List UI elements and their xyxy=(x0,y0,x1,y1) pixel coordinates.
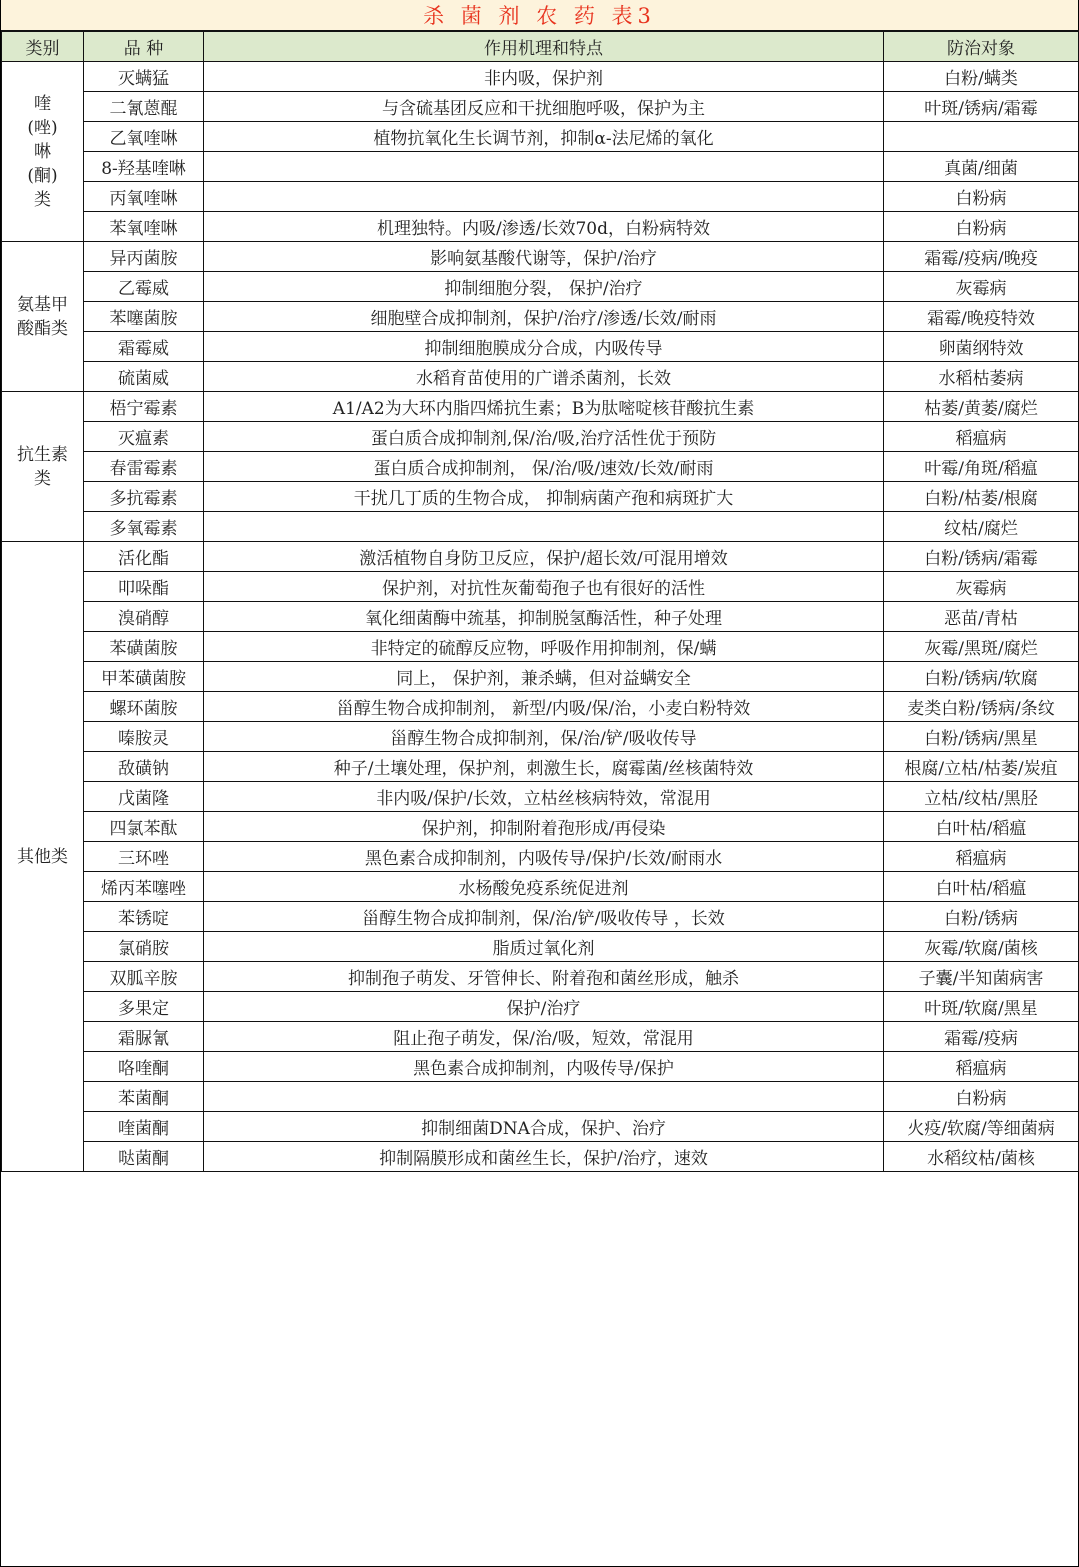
header-row xyxy=(2,31,1079,62)
variety-cell: 硫菌威 xyxy=(84,362,204,392)
variety-cell: 灭瘟素 xyxy=(84,422,204,452)
target-cell: 纹枯/腐烂 xyxy=(884,512,1079,542)
mechanism-cell: 保护/治疗 xyxy=(204,992,884,1022)
variety-cell: 苯噻菌胺 xyxy=(84,302,204,332)
mechanism-cell: 蛋白质合成抑制剂， 保/治/吸/速效/长效/耐雨 xyxy=(204,452,884,482)
target-cell: 灰霉病 xyxy=(884,572,1079,602)
table-row xyxy=(2,962,1079,992)
table-row xyxy=(2,752,1079,782)
variety-cell: 二氰蒽醌 xyxy=(84,92,204,122)
table-row xyxy=(2,1142,1079,1172)
target-cell: 霜霉/疫病/晚疫 xyxy=(884,242,1079,272)
variety-cell: 烯丙苯噻唑 xyxy=(84,872,204,902)
target-cell: 霜霉/晚疫特效 xyxy=(884,302,1079,332)
mechanism-cell: 抑制细菌DNA合成，保护、治疗 xyxy=(204,1112,884,1142)
mechanism-cell: 抑制细胞分裂， 保护/治疗 xyxy=(204,272,884,302)
table-row xyxy=(2,392,1079,422)
table-row xyxy=(2,62,1079,92)
variety-cell: 乙霉威 xyxy=(84,272,204,302)
target-cell: 火疫/软腐/等细菌病 xyxy=(884,1112,1079,1142)
target-cell: 真菌/细菌 xyxy=(884,152,1079,182)
table-row xyxy=(2,1112,1079,1142)
mechanism-cell: 植物抗氧化生长调节剂，抑制α-法尼烯的氧化 xyxy=(204,122,884,152)
variety-cell: 苯磺菌胺 xyxy=(84,632,204,662)
mechanism-cell: 保护剂，抑制附着孢形成/再侵染 xyxy=(204,812,884,842)
table-row xyxy=(2,212,1079,242)
mechanism-cell: 阻止孢子萌发，保/治/吸，短效，常混用 xyxy=(204,1022,884,1052)
target-cell: 霜霉/疫病 xyxy=(884,1022,1079,1052)
variety-cell: 苯菌酮 xyxy=(84,1082,204,1112)
table-row xyxy=(2,332,1079,362)
table-row xyxy=(2,812,1079,842)
table-row xyxy=(2,542,1079,572)
mechanism-cell xyxy=(204,512,884,542)
table-row xyxy=(2,482,1079,512)
variety-cell: 霜脲氰 xyxy=(84,1022,204,1052)
variety-cell: 异丙菌胺 xyxy=(84,242,204,272)
mechanism-cell: 保护剂，对抗性灰葡萄孢子也有很好的活性 xyxy=(204,572,884,602)
variety-cell: 嗪胺灵 xyxy=(84,722,204,752)
target-cell: 稻瘟病 xyxy=(884,842,1079,872)
target-cell: 白粉病 xyxy=(884,1082,1079,1112)
category-cell: 抗生素 类 xyxy=(2,392,84,542)
variety-cell: 咯喹酮 xyxy=(84,1052,204,1082)
category-cell: 其他类 xyxy=(2,542,84,1172)
target-cell: 立枯/纹枯/黑胫 xyxy=(884,782,1079,812)
variety-cell: 螺环菌胺 xyxy=(84,692,204,722)
table-row xyxy=(2,602,1079,632)
mechanism-cell: 种子/土壤处理，保护剂，刺激生长，腐霉菌/丝核菌特效 xyxy=(204,752,884,782)
mechanism-cell: 抑制细胞膜成分合成，内吸传导 xyxy=(204,332,884,362)
target-cell: 子囊/半知菌病害 xyxy=(884,962,1079,992)
table-title: 杀 菌 剂 农 药 表3 xyxy=(1,0,1078,30)
variety-cell: 溴硝醇 xyxy=(84,602,204,632)
table-row xyxy=(2,362,1079,392)
table-row xyxy=(2,242,1079,272)
table-row xyxy=(2,302,1079,332)
table-row xyxy=(2,632,1079,662)
variety-cell: 春雷霉素 xyxy=(84,452,204,482)
mechanism-cell: 抑制孢子萌发、牙管伸长、附着孢和菌丝形成，触杀 xyxy=(204,962,884,992)
target-cell: 卵菌纲特效 xyxy=(884,332,1079,362)
mechanism-cell: 影响氨基酸代谢等，保护/治疗 xyxy=(204,242,884,272)
mechanism-cell: 蛋白质合成抑制剂,保/治/吸,治疗活性优于预防 xyxy=(204,422,884,452)
variety-cell: 灭螨猛 xyxy=(84,62,204,92)
target-cell: 灰霉病 xyxy=(884,272,1079,302)
target-cell: 白叶枯/稻瘟 xyxy=(884,812,1079,842)
mechanism-cell: 非特定的硫醇反应物，呼吸作用抑制剂，保/螨 xyxy=(204,632,884,662)
target-cell: 灰霉/软腐/菌核 xyxy=(884,932,1079,962)
mechanism-cell: 甾醇生物合成抑制剂，保/治/铲/吸收传导 xyxy=(204,722,884,752)
mechanism-cell: 激活植物自身防卫反应，保护/超长效/可混用增效 xyxy=(204,542,884,572)
variety-cell: 梧宁霉素 xyxy=(84,392,204,422)
target-cell: 稻瘟病 xyxy=(884,1052,1079,1082)
target-cell: 白叶枯/稻瘟 xyxy=(884,872,1079,902)
target-cell: 白粉/锈病/霜霉 xyxy=(884,542,1079,572)
variety-cell: 氯硝胺 xyxy=(84,932,204,962)
table-row xyxy=(2,272,1079,302)
target-cell xyxy=(884,122,1079,152)
table-row xyxy=(2,662,1079,692)
category-cell: 喹 (唑) 啉 (酮) 类 xyxy=(2,62,84,242)
variety-cell: 戊菌隆 xyxy=(84,782,204,812)
mechanism-cell: 细胞壁合成抑制剂，保护/治疗/渗透/长效/耐雨 xyxy=(204,302,884,332)
mechanism-cell: 机理独特。内吸/渗透/长效70d，白粉病特效 xyxy=(204,212,884,242)
mechanism-cell: 黑色素合成抑制剂，内吸传导/保护 xyxy=(204,1052,884,1082)
target-cell: 叶斑/锈病/霜霉 xyxy=(884,92,1079,122)
table-row xyxy=(2,1082,1079,1112)
target-cell: 白粉病 xyxy=(884,182,1079,212)
table-row xyxy=(2,122,1079,152)
variety-cell: 四氯苯酞 xyxy=(84,812,204,842)
variety-cell: 双胍辛胺 xyxy=(84,962,204,992)
target-cell: 白粉/锈病/软腐 xyxy=(884,662,1079,692)
target-cell: 稻瘟病 xyxy=(884,422,1079,452)
variety-cell: 苯氧喹啉 xyxy=(84,212,204,242)
mechanism-cell: 氧化细菌酶中巯基，抑制脱氢酶活性，种子处理 xyxy=(204,602,884,632)
mechanism-cell xyxy=(204,182,884,212)
variety-cell: 喹菌酮 xyxy=(84,1112,204,1142)
table-row xyxy=(2,872,1079,902)
table-row xyxy=(2,992,1079,1022)
mechanism-cell: 水稻育苗使用的广谱杀菌剂，长效 xyxy=(204,362,884,392)
table-row xyxy=(2,932,1079,962)
variety-cell: 多果定 xyxy=(84,992,204,1022)
table-row xyxy=(2,182,1079,212)
table-row xyxy=(2,782,1079,812)
mechanism-cell: A1/A2为大环内脂四烯抗生素；B为肽嘧啶核苷酸抗生素 xyxy=(204,392,884,422)
variety-cell: 乙氧喹啉 xyxy=(84,122,204,152)
header-variety: 品 种 xyxy=(84,31,204,62)
target-cell: 白粉/枯萎/根腐 xyxy=(884,482,1079,512)
mechanism-cell: 水杨酸免疫系统促进剂 xyxy=(204,872,884,902)
target-cell: 恶苗/青枯 xyxy=(884,602,1079,632)
mechanism-cell: 甾醇生物合成抑制剂， 新型/内吸/保/治，小麦白粉特效 xyxy=(204,692,884,722)
target-cell: 白粉病 xyxy=(884,212,1079,242)
table-body xyxy=(2,62,1079,1172)
table-row xyxy=(2,572,1079,602)
table-row xyxy=(2,1022,1079,1052)
mechanism-cell: 甾醇生物合成抑制剂，保/治/铲/吸收传导 ，长效 xyxy=(204,902,884,932)
fungicide-table xyxy=(1,30,1079,1172)
target-cell: 水稻枯萎病 xyxy=(884,362,1079,392)
mechanism-cell: 干扰几丁质的生物合成， 抑制病菌产孢和病斑扩大 xyxy=(204,482,884,512)
variety-cell: 活化酯 xyxy=(84,542,204,572)
target-cell: 灰霉/黑斑/腐烂 xyxy=(884,632,1079,662)
target-cell: 白粉/螨类 xyxy=(884,62,1079,92)
table-row xyxy=(2,452,1079,482)
header-category: 类别 xyxy=(2,31,84,62)
target-cell: 根腐/立枯/枯萎/炭疽 xyxy=(884,752,1079,782)
mechanism-cell: 与含硫基团反应和干扰细胞呼吸，保护为主 xyxy=(204,92,884,122)
mechanism-cell xyxy=(204,152,884,182)
table-row xyxy=(2,512,1079,542)
mechanism-cell: 同上， 保护剂，兼杀螨，但对益螨安全 xyxy=(204,662,884,692)
variety-cell: 哒菌酮 xyxy=(84,1142,204,1172)
table-row xyxy=(2,1052,1079,1082)
table-row xyxy=(2,92,1079,122)
target-cell: 枯萎/黄萎/腐烂 xyxy=(884,392,1079,422)
mechanism-cell: 非内吸/保护/长效，立枯丝核病特效，常混用 xyxy=(204,782,884,812)
variety-cell: 多氧霉素 xyxy=(84,512,204,542)
target-cell: 麦类白粉/锈病/条纹 xyxy=(884,692,1079,722)
variety-cell: 多抗霉素 xyxy=(84,482,204,512)
variety-cell: 叩哚酯 xyxy=(84,572,204,602)
table-row xyxy=(2,722,1079,752)
target-cell: 白粉/锈病 xyxy=(884,902,1079,932)
variety-cell: 丙氧喹啉 xyxy=(84,182,204,212)
target-cell: 白粉/锈病/黑星 xyxy=(884,722,1079,752)
table-row xyxy=(2,842,1079,872)
table-row xyxy=(2,902,1079,932)
mechanism-cell: 抑制隔膜形成和菌丝生长，保护/治疗，速效 xyxy=(204,1142,884,1172)
header-mechanism: 作用机理和特点 xyxy=(204,31,884,62)
variety-cell: 苯锈啶 xyxy=(84,902,204,932)
category-cell: 氨基甲 酸酯类 xyxy=(2,242,84,392)
variety-cell: 8-羟基喹啉 xyxy=(84,152,204,182)
target-cell: 叶霉/角斑/稻瘟 xyxy=(884,452,1079,482)
mechanism-cell: 非内吸，保护剂 xyxy=(204,62,884,92)
variety-cell: 敌磺钠 xyxy=(84,752,204,782)
target-cell: 叶斑/软腐/黑星 xyxy=(884,992,1079,1022)
variety-cell: 三环唑 xyxy=(84,842,204,872)
mechanism-cell: 黑色素合成抑制剂，内吸传导/保护/长效/耐雨水 xyxy=(204,842,884,872)
header-target: 防治对象 xyxy=(884,31,1079,62)
variety-cell: 霜霉威 xyxy=(84,332,204,362)
mechanism-cell xyxy=(204,1082,884,1112)
table-row xyxy=(2,692,1079,722)
table-row xyxy=(2,422,1079,452)
mechanism-cell: 脂质过氧化剂 xyxy=(204,932,884,962)
target-cell: 水稻纹枯/菌核 xyxy=(884,1142,1079,1172)
variety-cell: 甲苯磺菌胺 xyxy=(84,662,204,692)
table-row xyxy=(2,152,1079,182)
